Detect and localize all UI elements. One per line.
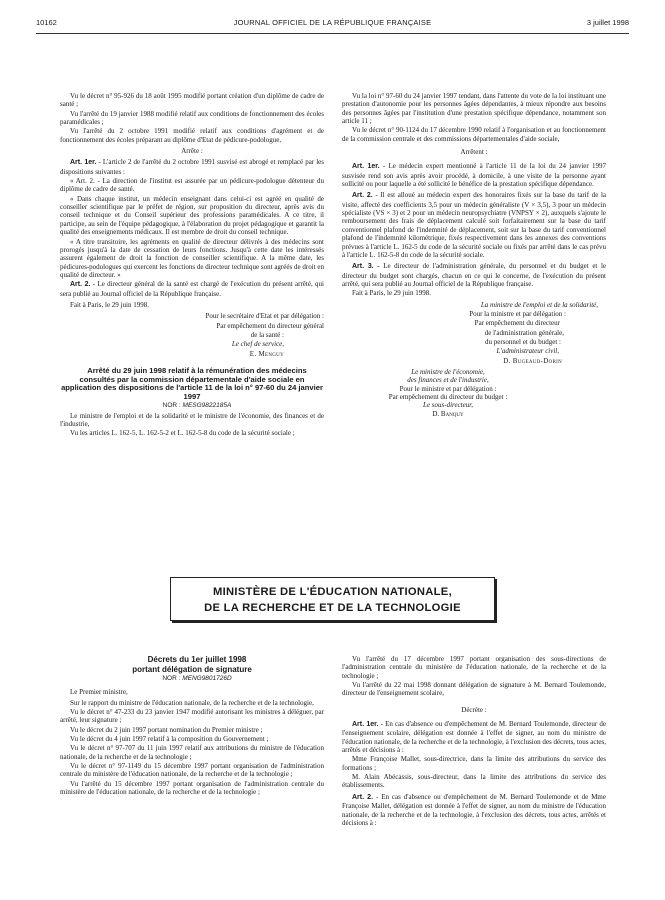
signature-line: Par empêchement du directeur du budget : <box>388 393 508 401</box>
page-number: 10162 <box>36 18 57 27</box>
article-paragraph: « A titre transitoire, les agréments en qualité de directeur délivrés à des médecins sont prorogés jusqu'à la date de cessation de leurs fonctions. Jusqu'à cette date les intéressés assurent également de droit la fonction de conseiller scientifique. A la même date, les pédicures-podologues qui exercent les fonctions de directeur technique sont agréés de droit en qualité de directeur. » <box>60 237 324 279</box>
decrets-title-line-2: portant délégation de signature <box>132 664 252 674</box>
running-header <box>36 18 629 32</box>
article-paragraph: M. Alain Abécassis, sous-directeur, dans la limite des attributions du service des établissements. <box>342 773 606 790</box>
article-label: Art. 1er. <box>70 159 97 167</box>
decrete-heading: Décrète : <box>461 705 487 714</box>
visa: Vu l'arrêté du 17 décembre 1997 portant organisation des sous-directions de l'administration centrale du ministère de l'éducation nationale, de la recherche et de la technologie ; <box>342 655 606 680</box>
signature-line: Par empêchement du directeur <box>474 319 560 328</box>
ministry-heading-box <box>170 577 495 621</box>
right-column-top <box>342 92 606 418</box>
nor-label: NOR : <box>162 402 183 410</box>
article-label: Art. 1er. <box>352 721 379 729</box>
signature-line: de l'administration générale, <box>484 328 564 337</box>
signature-line: de la santé : <box>250 330 284 339</box>
signature-line: Par empêchement du directeur général <box>216 321 324 330</box>
article-label: Art. 2. <box>352 192 373 200</box>
right-column-bottom <box>342 655 606 828</box>
arretent-heading: Arrêtent : <box>460 148 488 157</box>
premier-ministre: Le Premier ministre, <box>70 688 128 697</box>
article-text: - Le directeur de l'administration générale, du personnel et du budget et le directeur du budget sont chargés, chacun en ce qui le concerne, de l'exécution du présent arrêté, qui sera publié au Journal officiel de la République française. <box>342 262 607 288</box>
article-text: - Le médecin expert mentionné à l'article 11 de la loi du 24 janvier 1997 susvisée rend son avis après avoir procédé, à domicile, à une visite de la personne ayant sollicité ou pour laquelle a été sollicité le bénéfice de la prestation spécifique dépendance. <box>342 162 606 189</box>
decrets-title-line-1: Décrets du 1er juillet 1998 <box>147 655 247 664</box>
signature-line: Pour le secrétaire d'Etat et par délégation : <box>205 312 324 321</box>
nor-code: MESG9822185A <box>182 402 232 410</box>
arrete-heading: Arrête : <box>181 147 203 156</box>
article-2 <box>342 793 606 827</box>
header-rule <box>36 33 629 34</box>
nor-reference <box>60 675 324 683</box>
visa: Vu le décret n° 47-233 du 23 janvier 1947 modifié autorisant les ministres à déléguer, par arrêté, leur signature ; <box>60 708 324 725</box>
article-label: Art. 3. <box>352 263 374 271</box>
signatory-name: D. Banquy <box>432 409 464 418</box>
article-label: Art. 1er. <box>352 163 380 171</box>
article-paragraph: Mme Françoise Mallet, sous-directrice, dans la limite des attributions du service des formations ; <box>342 755 606 772</box>
intro: Le ministre de l'emploi et de la solidarité et le ministre de l'économie, des finances et de l'industrie, <box>60 411 324 429</box>
nor-code: MENG9801726D <box>182 675 232 682</box>
visa: Vu le décret du 2 juin 1997 portant nomination du Premier ministre ; <box>70 725 263 734</box>
visa: Vu les articles L. 162-5, L. 162-5-2 et L. 162-5-8 du code de la sécurité sociale ; <box>70 429 295 438</box>
article-text: - Le directeur général de la santé est chargé de l'exécution du présent arrêté, qui sera publié au Journal officiel de la République française. <box>60 280 324 298</box>
signature-line: Pour le ministre et par délégation : <box>399 384 497 393</box>
visa: Vu le décret n° 97-707 du 11 juin 1997 relatif aux attributions du ministre de l'éducation nationale, de la recherche et de la technologie ; <box>60 744 324 761</box>
left-column-top <box>60 92 324 439</box>
signature-line: du personnel et du budget : <box>484 337 561 346</box>
signature-block <box>60 312 324 358</box>
fait-a-paris: Fait à Paris, le 29 juin 1998. <box>70 300 149 309</box>
visa: Vu l'arrêté du 2 octobre 1991 modifié relatif aux conditions d'agrément et de fonctionnement des écoles préparant au diplôme d'Etat de pédicure-podologue, <box>60 127 324 144</box>
signature-line: des finances et de l'industrie, <box>407 376 489 385</box>
issue-date: 3 juillet 1998 <box>586 18 629 27</box>
signature-block-2 <box>342 368 554 418</box>
signatory-name: E. Menguy <box>249 349 284 358</box>
article-text: - Il est alloué au médecin expert des honoraires fixés sur la base du tarif de la visite, affecté des coefficients 3,5 pour un médecin généraliste (V × 3,5), 3 pour un médecin spécialiste (VS × 3) et 2 pour un médecin neuropsychiatre (VNPSY × 2), auxquels s'ajoute le remboursement des frais de déplacement calculé soit forfaitairement sur la base du tarif conventionnel plafond de l'indemnité de déplacement, soit sur la base du tarif conventionnel plafond de l'indemnité kilométrique, fixés respectivement dans les annexes des conventions prévues à l'article L. 162-5 du code de la sécurité sociale ou fixés par arrêté dans le cas prévu à l'article L. 162-5-8 du code de la sécurité sociale. <box>342 191 607 259</box>
article-1 <box>60 158 324 176</box>
article-paragraph: « Dans chaque institut, un médecin enseignant dans celui-ci est agréé en qualité de conseiller scientifique par le préfet de région, sur proposition du directeur, après avis du conseil technique et du Conseil supérieur des professions paramédicales. A ce titre, il participe, au sein de l'équipe pédagogique, à l'élaboration du projet pédagogique et garantit la qualité des enseignements médicaux. Il est membre de droit du conseil technique. <box>60 194 324 237</box>
fait-a-paris: Fait à Paris, le 29 juin 1998. <box>352 289 431 298</box>
signature-line: Le ministre de l'économie, <box>411 367 485 376</box>
article-label: Art. 2. <box>352 793 374 801</box>
visa: Vu le décret du 4 juin 1997 relatif à la composition du Gouvernement ; <box>70 735 269 744</box>
visa: Vu la loi n° 97-60 du 24 janvier 1997 tendant, dans l'attente du vote de la loi instituant une prestation d'autonomie pour les personnes âgées dépendantes, à mieux répondre aux besoins des personnes âgées par l'institution d'une prestation spécifique dépendance, notamment son article 11 ; <box>342 92 606 126</box>
signature-line: La ministre de l'emploi et de la solidarité, <box>480 300 598 309</box>
article-2 <box>60 280 324 298</box>
signature-line: Pour la ministre et par délégation : <box>469 309 566 318</box>
article-text: - En cas d'absence ou d'empêchement de M. Bernard Toulemonde, directeur de l'enseignement scolaire, délégation est donnée à l'effet de signer, au nom du ministre de l'éducation nationale, de la recherche et de la technologie, à l'exclusion des décrets, tous actes, arrêtés et décisions à : <box>342 720 606 755</box>
visa: Vu l'arrêté du 15 décembre 1997 portant organisation de l'administration centrale du ministère de l'éducation nationale, de la recherche et de la technologie ; <box>60 779 324 797</box>
left-column-bottom <box>60 655 324 797</box>
article-2 <box>342 191 606 259</box>
article-text: - En cas d'absence ou d'empêchement de M. Bernard Toulemonde et de Mme Françoise Mallet, délégation est donnée à l'effet de signer, au nom du ministre de l'éducation nationale, de la recherche et de la technologie, à l'exclusion des décrets, tous actes, arrêtés et décisions à : <box>342 792 606 827</box>
article-label: Art. 2. <box>70 281 91 289</box>
article-text: - L'article 2 de l'arrêté du 2 octobre 1991 susvisé est abrogé et remplacé par les dispositions suivantes : <box>60 158 324 176</box>
article-3 <box>342 262 606 288</box>
visa: Vu le décret n° 95-926 du 18 août 1995 modifié portant création d'un diplôme de cadre de santé ; <box>60 92 324 109</box>
signature-block-1 <box>342 301 606 365</box>
signature-line: L'administrateur civil, <box>496 347 559 356</box>
article-1 <box>342 720 606 754</box>
visa: Vu le décret n° 97-1149 du 15 décembre 1997 portant organisation de l'administration centrale du ministère de l'éducation nationale, de la recherche et de la technologie ; <box>60 762 324 779</box>
nor-label: NOR : <box>162 675 183 682</box>
visa: Sur le rapport du ministre de l'éducation nationale, de la recherche et de la technologie, <box>70 698 314 707</box>
visa: Vu le décret n° 90-1124 du 17 décembre 1990 relatif à l'organisation et au fonctionnement de la commission centrale et des commissions départementales d'aide sociale, <box>342 126 606 143</box>
visa: Vu l'arrêté du 19 janvier 1988 modifié relatif aux conditions de fonctionnement des écoles paramédicales ; <box>60 109 324 127</box>
ministry-line-1: MINISTÈRE DE L'ÉDUCATION NATIONALE, <box>213 586 452 598</box>
signatory-name: D. Bugeaud-Dorin <box>503 356 562 365</box>
article-paragraph: « Art. 2. - La direction de l'institut est assurée par un pédicure-podologue détenteur du diplôme de cadre de santé. <box>60 177 324 194</box>
article-1 <box>342 162 606 188</box>
ministry-line-2: DE LA RECHERCHE ET DE LA TECHNOLOGIE <box>204 602 461 614</box>
arrete-title: Arrêté du 29 juin 1998 relatif à la rémunération des médecins consultés par la commission départementale d'aide sociale en application des dispositions de l'article 11 de la loi n° 97-60 du 24 janvier 1997 <box>61 365 323 401</box>
visa: Vu l'arrêté du 22 mai 1998 donnant délégation de signature à M. Bernard Toulemonde, directeur de l'enseignement scolaire, <box>342 681 606 698</box>
journal-title: JOURNAL OFFICIEL DE LA RÉPUBLIQUE FRANÇAISE <box>233 18 432 27</box>
signature-line: Le chef de service, <box>231 340 284 349</box>
nor-reference <box>60 402 324 410</box>
decrets-title <box>60 655 324 674</box>
signature-line: Le sous-directeur, <box>423 401 473 410</box>
